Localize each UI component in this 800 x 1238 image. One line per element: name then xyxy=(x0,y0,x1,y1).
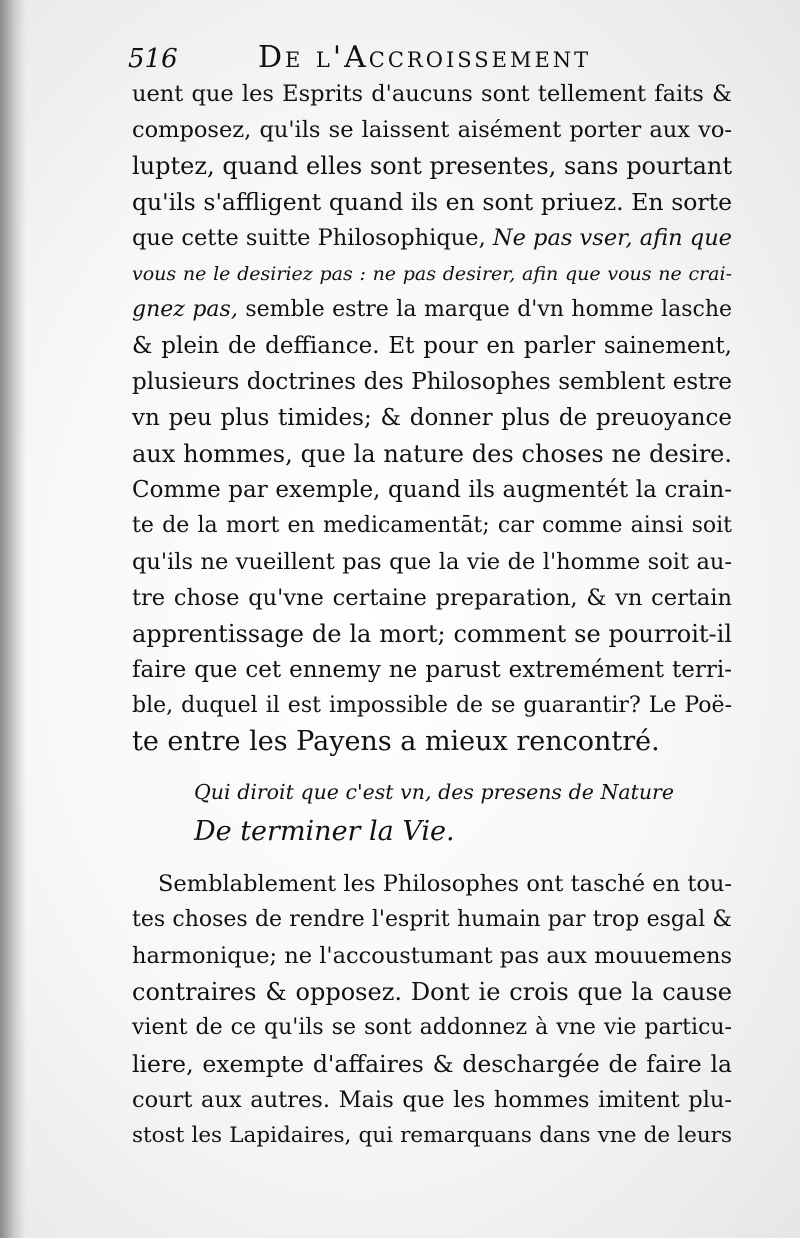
text-line: aux hommes, que la nature des choses ne desire. xyxy=(132,440,732,468)
text-line xyxy=(132,256,732,292)
verse-line: De terminer la Vie. xyxy=(194,816,455,847)
italic-quote: vous ne le desiriez pas : ne pas desirer, afin que vous ne crai- xyxy=(132,263,732,285)
italic-quote: gnez pas, xyxy=(132,297,238,322)
text-line: Comme par exemple, quand ils augmentét la crain- xyxy=(132,477,732,503)
text-line: tre chose qu'vne certaine preparation, & vn certain xyxy=(132,585,732,611)
text-line: que cette suitte Philosophique, Ne pas vser, afin que xyxy=(132,225,732,251)
page-header xyxy=(128,38,728,78)
text-line: faire que cet ennemy ne parust extremément terri- xyxy=(132,657,732,683)
text-line: te entre les Payens a mieux rencontré. xyxy=(132,726,660,757)
text-line: qu'ils ne vueillent pas que la vie de l'homme soit au- xyxy=(132,549,732,575)
text-line: court aux autres. Mais que les hommes imitent plu- xyxy=(132,1087,732,1113)
text-line: composez, qu'ils se laissent aisément porter aux vo- xyxy=(132,117,732,143)
text-line: qu'ils s'affligent quand ils en sont priuez. En sorte xyxy=(132,188,732,216)
text-line: harmonique; ne l'accoustumant pas aux mouuemens xyxy=(132,943,732,969)
page-number: 516 xyxy=(128,44,178,74)
text-line: contraires & opposez. Dont ie crois que la cause xyxy=(132,978,732,1006)
verse-line: Qui diroit que c'est vn, des presens de Nature xyxy=(194,780,674,804)
italic-quote: Ne pas vser, afin que xyxy=(492,225,732,251)
text-line: apprentissage de la mort; comment se pourroit-il xyxy=(132,620,732,648)
text-line: Semblablement les Philosophes ont tasché en tou- xyxy=(158,871,732,897)
text-line: vn peu plus timides; & donner plus de preuoyance xyxy=(132,405,732,431)
running-title: De l'Accroissement xyxy=(258,40,592,75)
text-line: te de la mort en medicamentāt; car comme ainsi soit xyxy=(132,513,732,538)
text-line: uent que les Esprits d'aucuns sont tellement faits & xyxy=(132,81,732,107)
text-line: gnez pas, semble estre la marque d'vn homme lasche xyxy=(132,297,733,322)
text-line: luptez, quand elles sont presentes, sans pourtant xyxy=(132,152,732,180)
text-line: plusieurs doctrines des Philosophes semblent estre xyxy=(132,369,732,395)
text-line: ble, duquel il est impossible de se guarantir? Le Poë- xyxy=(132,693,732,718)
text-line: liere, exempte d'affaires & deschargée de faire la xyxy=(132,1050,732,1078)
text-line: vient de ce qu'ils se sont addonnez à vne vie particu- xyxy=(132,1015,732,1040)
text-line: tes choses de rendre l'esprit humain par trop esgal & xyxy=(132,907,732,932)
text-line: & plein de deffiance. Et pour en parler sainement, xyxy=(132,333,732,359)
text-line: stost les Lapidaires, qui remarquans dans vne de leurs xyxy=(132,1123,732,1148)
